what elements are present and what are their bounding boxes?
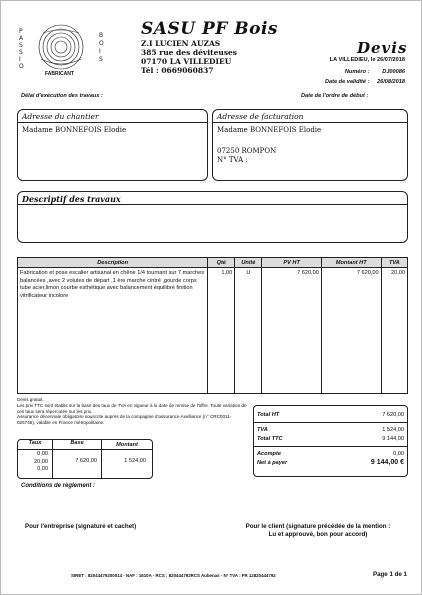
company-header — [141, 19, 278, 75]
svg-text:B: B — [99, 32, 104, 39]
company-address-3: 07170 LA VILLEDIEU — [141, 57, 232, 66]
tva-value: 1 524,00 — [382, 426, 404, 433]
row-qty: 1,00 — [208, 268, 235, 393]
place-date: LA VILLEDIEU, le 26/07/2018 — [329, 57, 405, 63]
row-unit: U — [235, 268, 262, 393]
tax-base: 7 620,00 — [53, 450, 102, 479]
svg-text:P: P — [19, 28, 23, 35]
page-number: Page 1 de 1 — [372, 571, 407, 578]
delai-label: Délai d'exécution des travaux : — [21, 93, 103, 99]
items-header-row — [18, 258, 408, 268]
tax-summary-body — [18, 450, 152, 479]
document-title: Devis — [357, 39, 408, 57]
header-qty: Qté — [208, 258, 235, 268]
note-2: Les prix TTC sont établis sur la base des taux de TVA en vigueur à la date de remise de l'offre. Toute variation de ces taux sera répercutée sur les prix. — [17, 402, 247, 414]
svg-text:S: S — [19, 42, 23, 49]
company-logo — [15, 19, 107, 81]
total-ht-value: 7 620,00 — [382, 411, 404, 418]
document-number — [345, 69, 405, 75]
totals-box — [253, 405, 408, 477]
company-phone: Tél : 0669060837 — [141, 66, 214, 75]
row-tva: 20,00 — [381, 268, 407, 393]
acompte-label: Acompte — [257, 450, 281, 457]
total-ht-row — [254, 410, 407, 419]
row-pv-ht: 7 620,00 — [262, 268, 321, 393]
chantier-address-box — [17, 109, 208, 181]
tax-taux-1: 0,00 — [37, 451, 48, 457]
totals-divider-2 — [254, 446, 407, 447]
row-montant-ht: 7 620,00 — [321, 268, 381, 393]
table-row — [18, 268, 408, 393]
chantier-title: Adresse du chantier — [18, 110, 207, 123]
tax-taux-3: 0,00 — [37, 466, 48, 472]
total-ht-label: Total HT — [257, 411, 280, 418]
header-description: Description — [18, 258, 208, 268]
net-label: Net à payer — [257, 459, 288, 466]
company-address-1: Z.I LUCIEN AUZAS — [141, 39, 221, 48]
conditions-label: Conditions de règlement : — [21, 483, 96, 489]
chantier-name: Madame BONNEFOIS Elodie — [22, 126, 127, 134]
facturation-address-box — [212, 109, 408, 181]
svg-text:O: O — [19, 63, 24, 70]
row-description: Fabrication et pose escalier artisanal en chêne 1/4 tournant sur 7 marches balancées ,avec 2 volutes de départ ,1 ère marche cintré ,gourde corps tube acier,limon courbe esthétique avec balancement équilibré finition vitrificateur incolore — [18, 268, 208, 393]
total-ttc-row — [254, 434, 407, 443]
tax-summary-header — [18, 440, 152, 450]
svg-text:O: O — [99, 40, 104, 47]
header-pv-ht: PV HT — [262, 258, 321, 268]
numero-value: DJ00086 — [382, 69, 405, 75]
tax-taux-2: 20,00 — [34, 458, 48, 465]
acompte-value: 0,00 — [393, 450, 404, 457]
header-montant-ht: Montant HT — [321, 258, 381, 268]
total-ttc-value: 9 144,00 — [382, 435, 404, 442]
signature-client-line1: Pour le client (signature précédée de la mention : — [245, 523, 391, 530]
tva-label: TVA — [257, 426, 268, 433]
svg-text:I: I — [99, 48, 101, 55]
header-tva: TVA — [381, 258, 407, 268]
legal-footer: SIRET : 82044479200014 - NAF : 1610A - RCS : 820444792RCS Aubenas - N° TVA : FR 12820444792 — [71, 573, 276, 578]
note-3: Assurance décennale obligatoire souscrite auprès de la compagnie d'assurance Axelliance (n° CRC0011-025745), valable en France métropolitaine. — [17, 414, 232, 426]
validite-value: 26/08/2018 — [377, 79, 405, 85]
tax-header-base: Base — [53, 440, 102, 449]
svg-text:S: S — [19, 49, 23, 56]
tax-summary-box — [17, 439, 153, 479]
tva-row — [254, 425, 407, 434]
net-value: 9 144,00 € — [370, 459, 404, 466]
total-ttc-label: Total TTC — [257, 435, 283, 442]
tax-taux-col — [18, 450, 53, 479]
svg-text:A: A — [19, 35, 24, 42]
validite-label: Date de validité : — [324, 79, 370, 85]
numero-label: Numéro : — [344, 69, 370, 75]
facturation-name: Madame BONNEFOIS Elodie — [217, 126, 322, 134]
signature-client-line2: Lu et approuvé, bon pour accord) — [268, 531, 368, 538]
table-bottom-row — [18, 393, 408, 394]
tax-header-taux: Taux — [18, 440, 53, 449]
descriptif-box — [17, 191, 408, 243]
tax-montant: 1 524,00 — [124, 458, 146, 464]
svg-text:S: S — [99, 56, 103, 63]
facturation-tva: N° TVA : — [217, 156, 248, 164]
signature-entreprise: Pour l'entreprise (signature et cachet) — [25, 523, 137, 530]
totals-divider-1 — [254, 422, 407, 423]
items-table — [17, 257, 408, 394]
notes — [17, 397, 249, 426]
company-name: SASU PF Bois — [141, 19, 278, 39]
svg-text:I: I — [19, 56, 21, 63]
signature-client — [233, 523, 403, 539]
tax-header-montant: Montant — [116, 441, 138, 448]
facturation-city: 07250 ROMPON — [217, 147, 277, 155]
net-row — [254, 458, 407, 467]
header-unit: Unité — [235, 258, 262, 268]
company-address-2: 385 rue des déviteuses — [141, 48, 238, 57]
acompte-row — [254, 449, 407, 458]
logo-label: FABRICANT — [45, 71, 74, 77]
validity-date — [325, 79, 405, 85]
facturation-title: Adresse de facturation — [213, 110, 407, 123]
debut-label: Date de l'ordre de début : — [301, 93, 369, 99]
note-1: Devis gratuit. — [17, 397, 44, 402]
descriptif-title: Descriptif des travaux — [18, 192, 407, 205]
